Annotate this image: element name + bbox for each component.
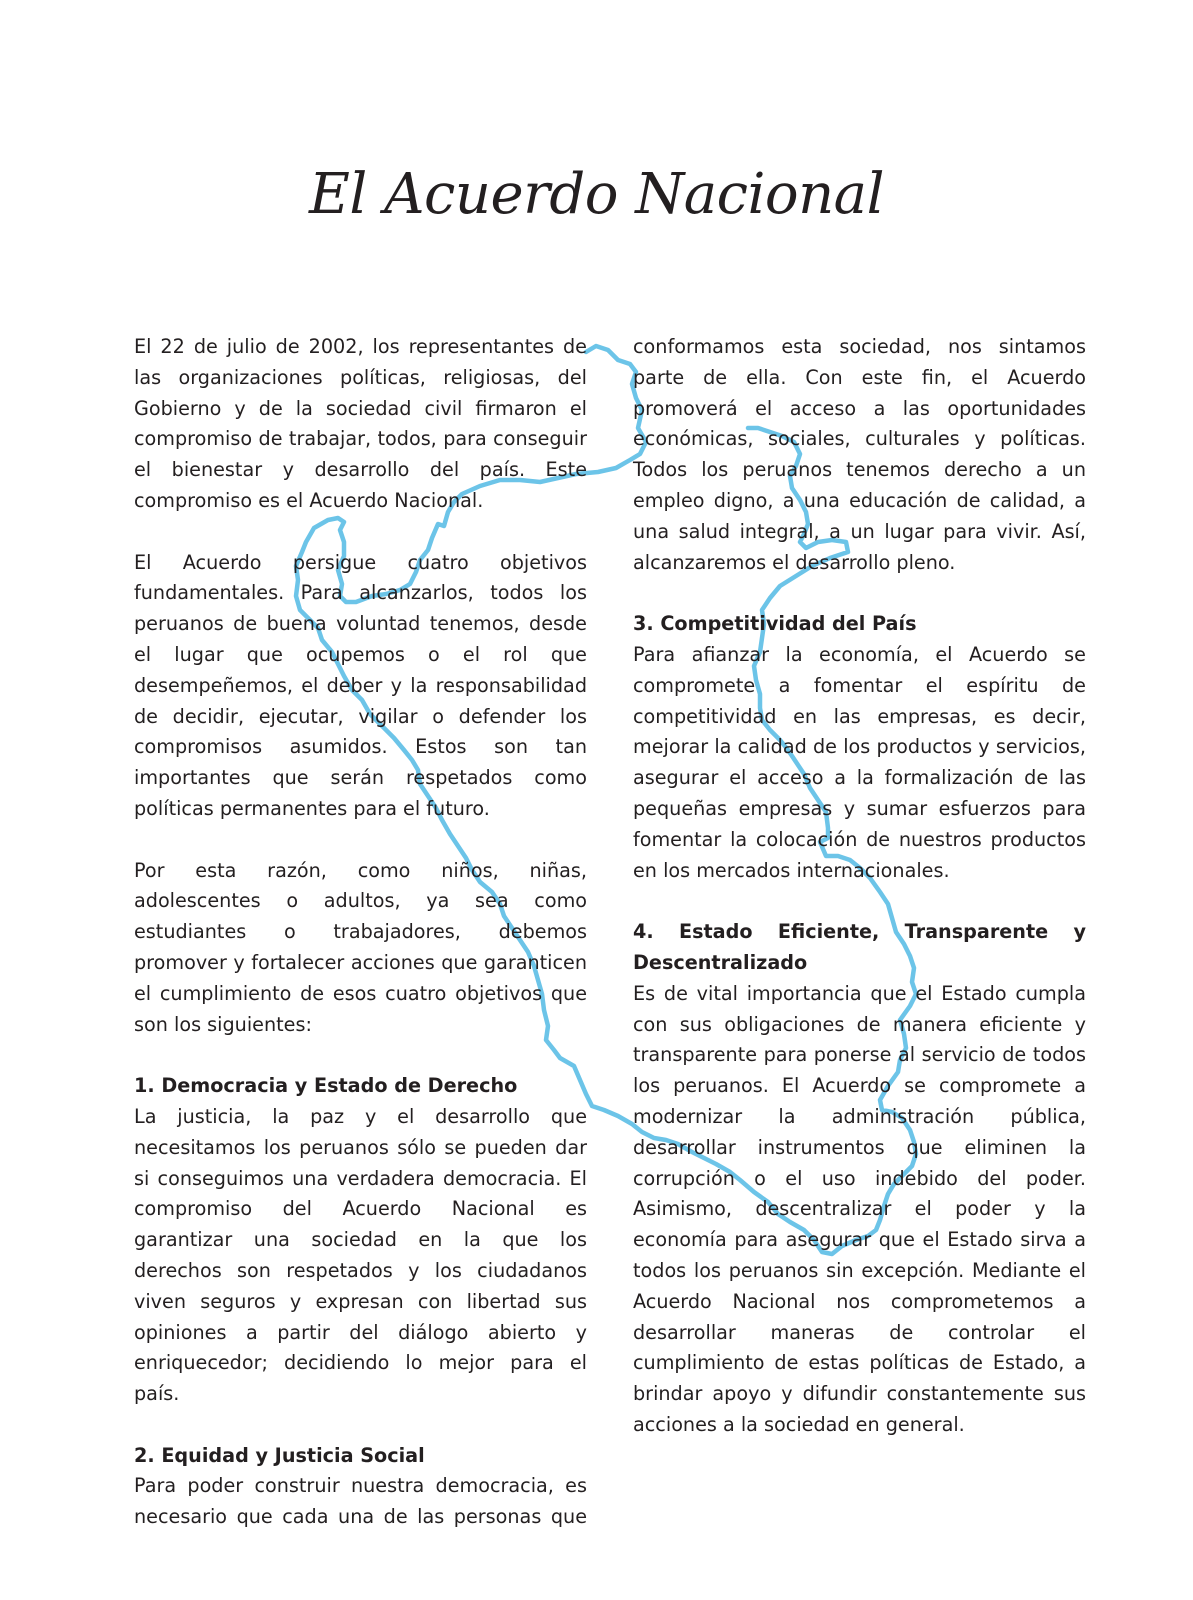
page-title: El Acuerdo Nacional [309, 162, 884, 227]
right-column [633, 332, 1086, 1441]
section-4-heading: 4. Estado Eficiente, Transparente y Descentralizado [633, 920, 1086, 974]
intro-paragraph-2: El Acuerdo persigue cuatro objetivos fundamentales. Para alcanzarlos, todos los peruanos de buena voluntad tenemos, desde el lugar que ocupemos o el rol que desempeñemos, el deber y la responsabilidad de decidir, ejecutar, vigilar o defender los compromisos asumidos. Estos son tan importantes que serán respetados como políticas permanentes para el futuro. [134, 550, 587, 820]
section-1-body: La justicia, la paz y el desarrollo que necesitamos los peruanos sólo se pueden dar si conseguimos una verdadera democracia. El compromiso del Acuerdo Nacional es garantizar una sociedad en la que los derechos son respetados y los ciudadanos viven seguros y expresan con libertad sus opiniones a partir del diálogo abierto y enriquecedor; decidiendo lo mejor para el país. [134, 1104, 587, 1406]
left-column [134, 332, 587, 1533]
intro-paragraph-3: Por esta razón, como niños, niñas, adolescentes o adultos, ya sea como estudiantes o trabajadores, debemos promover y fortalecer acciones que garanticen el cumplimiento de esos cuatro objetivos que son los siguientes: [134, 858, 587, 1036]
section-4-body: Es de vital importancia que el Estado cumpla con sus obligaciones de manera eficiente y transparente para ponerse al servicio de todos los peruanos. El Acuerdo se compromete a modernizar la administración pública, desarrollar instrumentos que eliminen la corrupción o el uso indebido del poder. Asimismo, descentralizar el poder y la economía para asegurar que el Estado sirva a todos los peruanos sin excepción. Mediante el Acuerdo Nacional nos comprometemos a desarrollar maneras de controlar el cumplimiento de estas políticas de Estado, a brindar apoyo y difundir constantemente sus acciones a la sociedad en general. [633, 981, 1086, 1436]
intro-paragraph-1: El 22 de julio de 2002, los representantes de las organizaciones políticas, religiosas, del Gobierno y de la sociedad civil firmaron el compromiso de trabajar, todos, para conseguir el bienestar y desarrollo del país. Este compromiso es el Acuerdo Nacional. [134, 335, 587, 512]
section-3-heading: 3. Competitividad del País [633, 612, 917, 636]
section-1-heading: 1. Democracia y Estado de Derecho [134, 1074, 518, 1098]
section-2-body: Para poder construir nuestra democracia, es necesario que cada una de las personas que [134, 1474, 587, 1529]
section-2-body-continued: conformamos esta sociedad, nos sintamos parte de ella. Con este fin, el Acuerdo promoverá el acceso a las oportunidades económicas, sociales, culturales y políticas. Todos los peruanos tenemos derecho a un empleo digno, a una educación de calidad, a una salud integral, a un lugar para vivir. Así, alcanzaremos el desarrollo pleno. [633, 335, 1086, 574]
section-3-body: Para afianzar la economía, el Acuerdo se compromete a fomentar el espíritu de competitividad en las empresas, es decir, mejorar la calidad de los productos y servicios, asegurar el acceso a la formalización de las pequeñas empresas y sumar esfuerzos para fomentar la colocación de nuestros productos en los mercados internacionales. [633, 642, 1086, 882]
section-2-heading: 2. Equidad y Justicia Social [134, 1443, 425, 1467]
